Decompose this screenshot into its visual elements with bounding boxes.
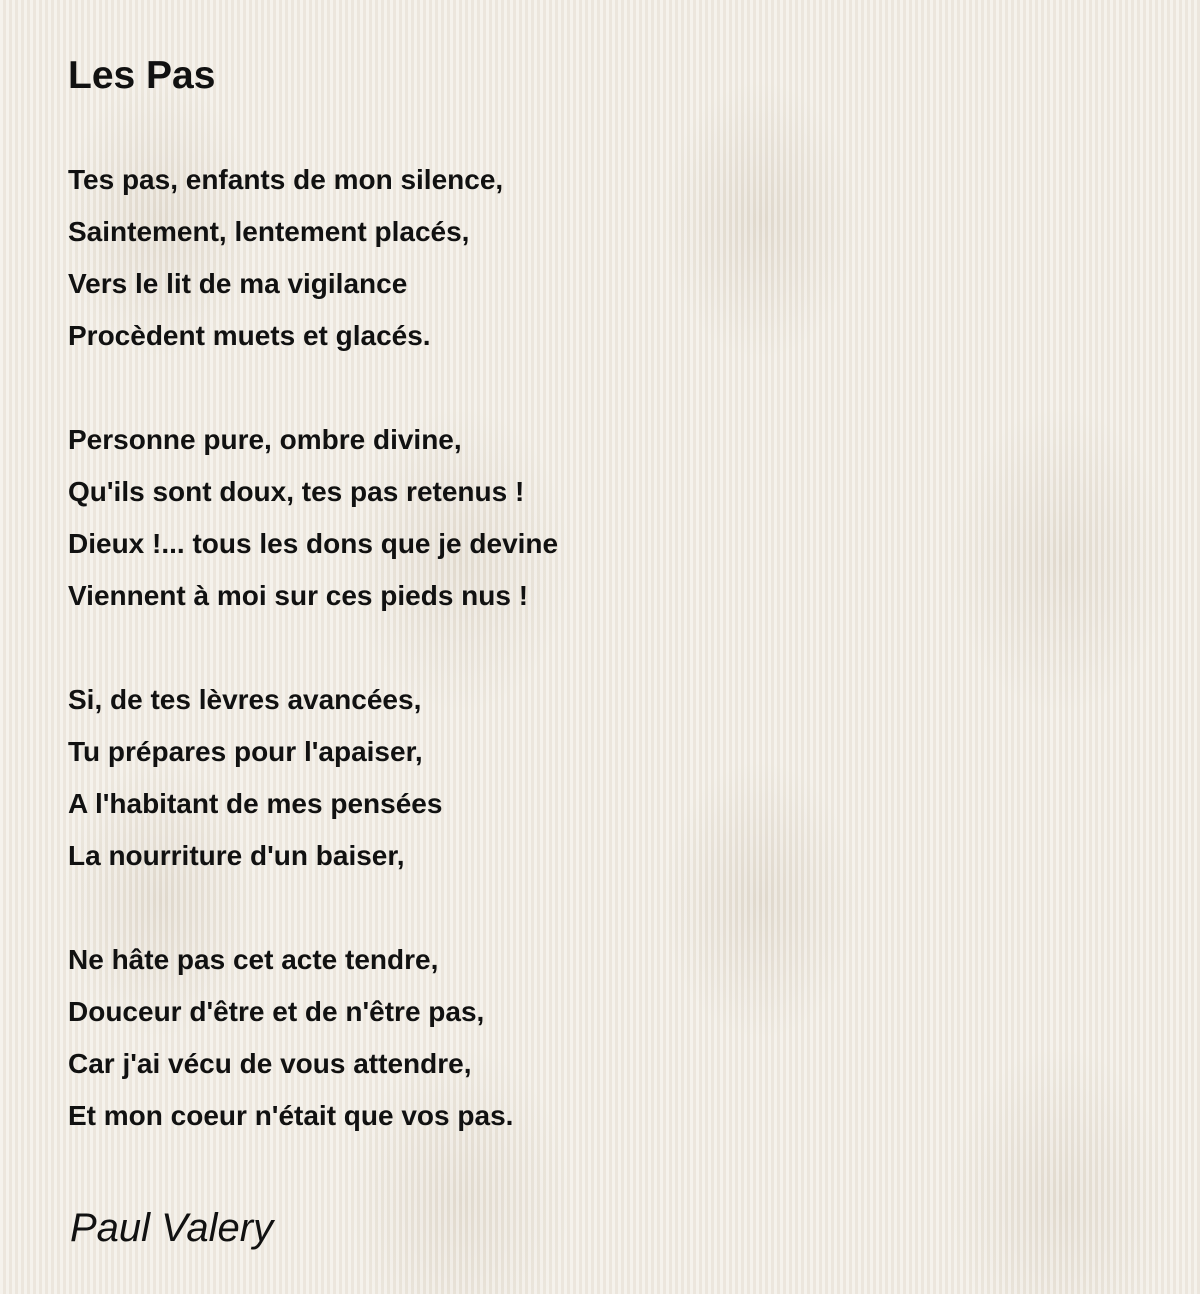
stanza-2 <box>68 414 1148 622</box>
poem-line: Procèdent muets et glacés. <box>68 320 431 351</box>
poem-line: Vers le lit de ma vigilance <box>68 268 408 299</box>
poem-title: Les Pas <box>68 54 216 97</box>
stanza-1 <box>68 154 1148 362</box>
poem-line: Saintement, lentement placés, <box>68 216 470 247</box>
stanza-3 <box>68 674 1148 882</box>
poem-line: Dieux !... tous les dons que je devine <box>68 528 559 559</box>
poem-line: A l'habitant de mes pensées <box>68 788 443 819</box>
poem-line: Et mon coeur n'était que vos pas. <box>68 1100 514 1131</box>
poem-line: La nourriture d'un baiser, <box>68 840 405 871</box>
poem-line: Car j'ai vécu de vous attendre, <box>68 1048 472 1079</box>
poem-line: Si, de tes lèvres avancées, <box>68 684 422 715</box>
poem-line: Douceur d'être et de n'être pas, <box>68 996 485 1027</box>
poem-line: Tu prépares pour l'apaiser, <box>68 736 423 767</box>
poem-line: Qu'ils sont doux, tes pas retenus ! <box>68 476 525 507</box>
stanza-4 <box>68 934 1148 1142</box>
poem-body <box>68 154 1148 1142</box>
poem-line: Viennent à moi sur ces pieds nus ! <box>68 580 529 611</box>
poem-page <box>68 50 1148 1256</box>
poem-line: Personne pure, ombre divine, <box>68 424 462 455</box>
poem-line: Ne hâte pas cet acte tendre, <box>68 944 439 975</box>
poem-line: Tes pas, enfants de mon silence, <box>68 164 504 195</box>
poem-author: Paul Valery <box>70 1206 274 1250</box>
